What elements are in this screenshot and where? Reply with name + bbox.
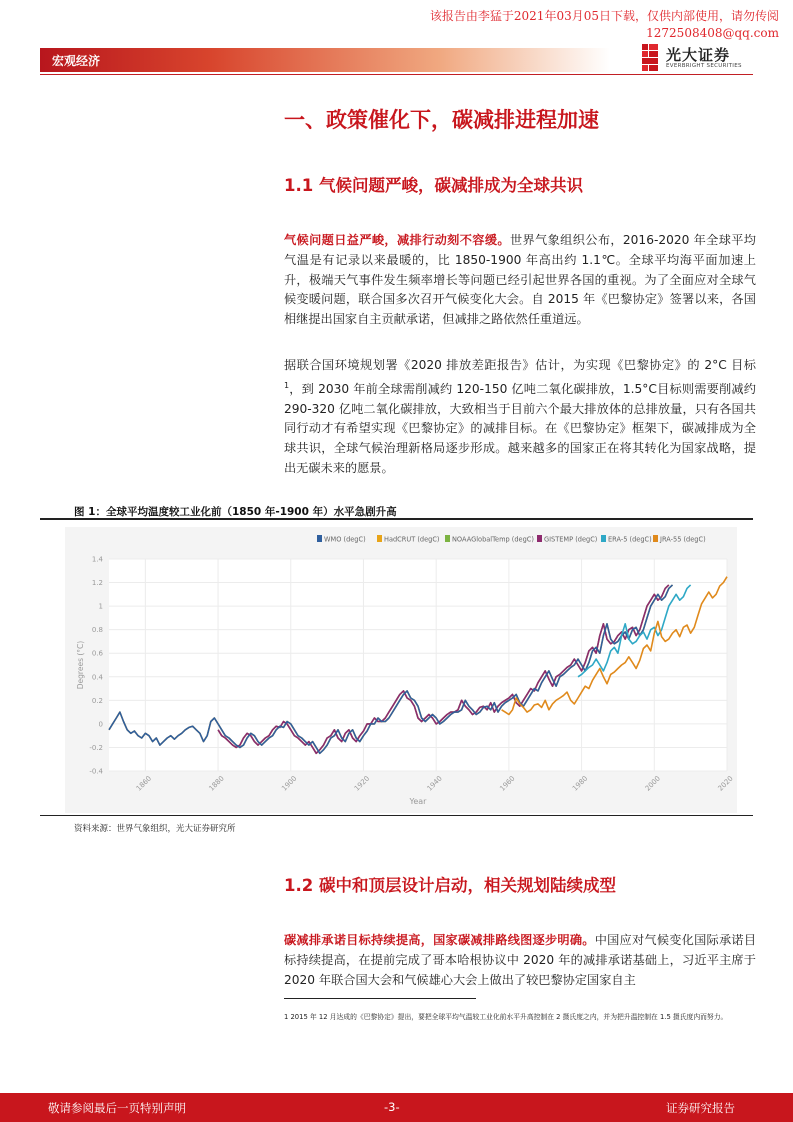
- y-tick-label: -0.2: [89, 743, 103, 752]
- legend-swatch: [377, 535, 382, 542]
- x-tick-label: 2020: [716, 774, 735, 793]
- x-tick-label: 1860: [134, 774, 154, 793]
- x-axis-label: Year: [409, 797, 427, 806]
- watermark-line-1: 该报告由李猛于2021年03月05日下载，仅供内部使用，请勿传阅: [429, 9, 779, 23]
- section-heading-1-1: 1.1 气候问题严峻，碳减排成为全球共识: [284, 176, 583, 195]
- legend-swatch: [445, 535, 450, 542]
- footnote-rule: [284, 998, 476, 999]
- x-tick-label: 1920: [352, 774, 372, 793]
- legend-label: WMO (degC): [324, 535, 366, 544]
- header-bar: [40, 48, 610, 72]
- paragraph-carbon-targets: [284, 931, 756, 990]
- x-tick-label: 1960: [498, 774, 517, 793]
- figure-rule-top: [40, 518, 753, 520]
- legend-swatch: [537, 535, 542, 542]
- x-tick-label: 1980: [571, 774, 590, 793]
- x-tick-label: 1940: [425, 774, 444, 793]
- chapter-heading: 一、政策催化下，碳减排进程加速: [284, 108, 599, 132]
- footnote-text: 1 2015 年 12 月达成的《巴黎协定》提出，要把全球平均气温较工业化前水平升高控制在 2 摄氏度之内，并为把升温控制在 1.5 摄氏度内而努力。: [284, 1013, 728, 1021]
- figure-title: 图 1：全球平均温度较工业化前（1850 年-1900 年）水平急剧升高: [74, 506, 397, 518]
- legend-label: ERA-5 (degC): [608, 535, 652, 544]
- watermark-line-2: 1272508408@qq.com: [646, 26, 779, 40]
- logo-name-cn: 光大证券: [666, 46, 731, 64]
- legend-label: GISTEMP (degC): [544, 535, 598, 544]
- logo-name-en: EVERBRIGHT SECURITIES: [666, 63, 742, 69]
- paragraph-lead: 气候问题日益严峻，减排行动刻不容缓。: [284, 233, 510, 247]
- paragraph-body: 世界气象组织公布，2016-2020 年全球平均气温是有记录以来最暖的，比 1850-1900 年高出约 1.1℃。全球平均海平面加速上升，极端天气事件发生频率增长等问题已经引起世界各国的重视。为了全面应对全球气候变暖问题，联合国多次召开气候变化大会。自 2015 年《巴黎协定》签署以来，各国相继提出国家自主贡献承诺，但减排之路依然任重道远。: [284, 233, 756, 327]
- section-heading-1-2: 1.2 碳中和顶层设计启动，相关规划陆续成型: [284, 876, 616, 895]
- y-tick-label: 1: [98, 602, 103, 611]
- y-tick-label: 0.4: [91, 673, 103, 682]
- header-rule: [40, 74, 753, 75]
- x-tick-label: 1880: [207, 774, 226, 793]
- paragraph-emission-gap: [284, 356, 756, 479]
- temperature-chart: [65, 527, 737, 813]
- figure-rule-bottom: [40, 815, 753, 816]
- brand-logo: [640, 44, 760, 74]
- x-tick-label: 2000: [643, 774, 663, 793]
- y-axis-label: Degrees (°C): [76, 640, 85, 690]
- paragraph-text-b: ，到 2030 年前全球需削减约 120-150 亿吨二氧化碳排放，1.5°C目标则需要削减约 290-320 亿吨二氧化碳排放，大致相当于目前六个最大排放体的总排放量，只有各国共同行动才有希望实现《巴黎协定》的减排目标。在《巴黎协定》框架下，碳减排成为全球共识，全球气候治理新格局逐步形成。越来越多的国家正在将其转化为国家战略，提出无碳未来的愿景。: [284, 381, 756, 476]
- download-watermark: [379, 8, 779, 42]
- y-tick-label: 0.8: [91, 626, 103, 635]
- everbright-logo-icon: [640, 44, 660, 72]
- section-label: 宏观经济: [52, 54, 101, 68]
- legend-label: HadCRUT (degC): [384, 535, 440, 544]
- footer-disclaimer-link[interactable]: 敬请参阅最后一页特别声明: [48, 1101, 186, 1115]
- y-tick-label: -0.4: [89, 767, 103, 776]
- footnote-marker[interactable]: 1: [284, 380, 290, 390]
- legend-label: JRA-55 (degC): [660, 535, 706, 544]
- y-tick-label: 0.6: [91, 649, 103, 658]
- y-tick-label: 1.4: [91, 555, 103, 564]
- legend-swatch: [601, 535, 606, 542]
- y-tick-label: 0: [98, 720, 103, 729]
- paragraph-text-a: 据联合国环境规划署《2020 排放差距报告》估计，为实现《巴黎协定》的 2°C 目标: [284, 358, 756, 372]
- legend-swatch: [653, 535, 658, 542]
- paragraph-body: 中国应对气候变化国际承诺目标持续提高，在提前完成了哥本哈根协议中 2020 年的减排承诺基础上，习近平主席于 2020 年联合国大会和气候雄心大会上做出了较巴黎协定国家自主: [284, 933, 757, 987]
- paragraph-lead: 碳减排承诺目标持续提高，国家碳减排路线图逐步明确。: [284, 933, 595, 947]
- paragraph-climate: [284, 231, 756, 330]
- legend-swatch: [317, 535, 322, 542]
- page-number: -3-: [384, 1100, 400, 1114]
- x-tick-label: 1900: [280, 774, 299, 793]
- figure-source: 资料来源：世界气象组织，光大证券研究所: [74, 824, 236, 834]
- y-tick-label: 1.2: [91, 579, 103, 588]
- footer-report-type: 证券研究报告: [666, 1101, 735, 1115]
- legend-label: NOAAGlobalTemp (degC): [452, 535, 534, 544]
- y-tick-label: 0.2: [91, 696, 103, 705]
